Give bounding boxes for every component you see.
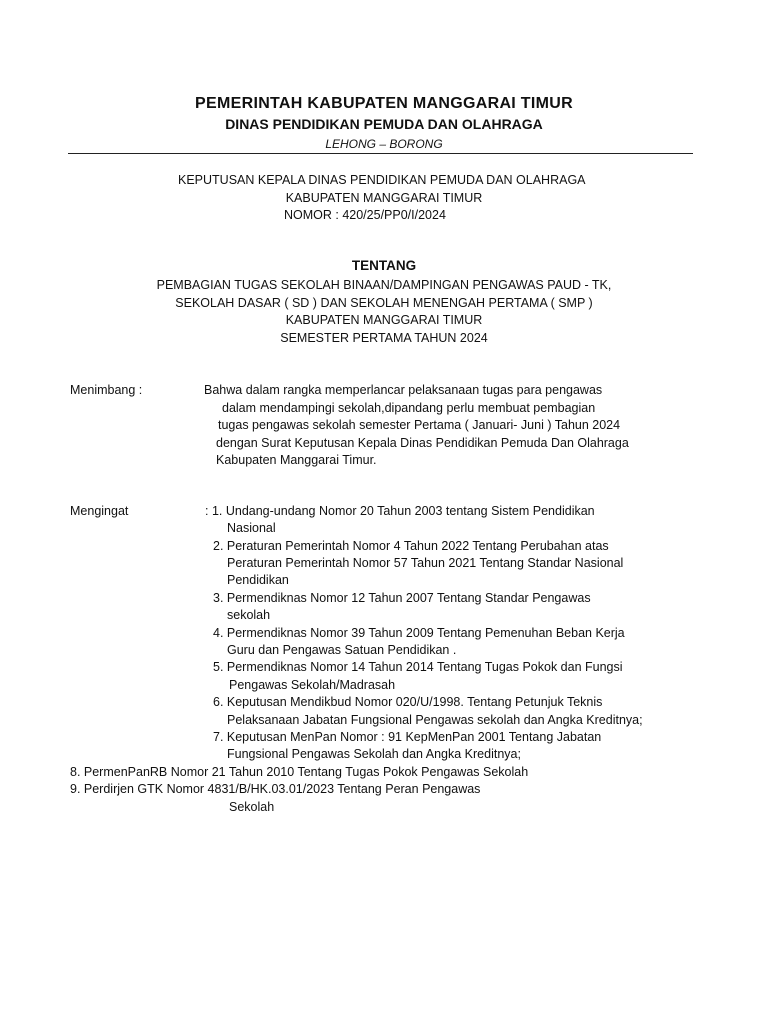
header-department: DINAS PENDIDIKAN PEMUDA DAN OLAHRAGA [225, 116, 543, 132]
mengingat-item: 9. Perdirjen GTK Nomor 4831/B/HK.03.01/2023 Tentang Peran Pengawas [70, 782, 481, 796]
menimbang-line: Kabupaten Manggarai Timur. [216, 453, 377, 467]
tentang-line-2: SEKOLAH DASAR ( SD ) DAN SEKOLAH MENENGAH PERTAMA ( SMP ) [175, 296, 593, 310]
mengingat-item: 6. Keputusan Mendikbud Nomor 020/U/1998. Tentang Petunjuk Teknis [213, 695, 603, 709]
header-divider [68, 153, 693, 154]
decree-title: KEPUTUSAN KEPALA DINAS PENDIDIKAN PEMUDA DAN OLAHRAGA [178, 173, 586, 187]
menimbang-label: Menimbang : [70, 383, 143, 397]
mengingat-item: 7. Keputusan MenPan Nomor : 91 KepMenPan 2001 Tentang Jabatan [213, 730, 602, 744]
mengingat-item-cont: sekolah [227, 608, 271, 622]
mengingat-item-cont: Sekolah [229, 800, 275, 814]
decree-region: KABUPATEN MANGGARAI TIMUR [285, 191, 483, 205]
mengingat-item-cont: Guru dan Pengawas Satuan Pendidikan . [227, 643, 457, 657]
menimbang-line: tugas pengawas sekolah semester Pertama ( Januari- Juni ) Tahun 2024 [218, 418, 621, 432]
header-location: LEHONG – BORONG [325, 137, 443, 151]
menimbang-line: dalam mendampingi sekolah,dipandang perlu membuat pembagian [222, 401, 596, 415]
mengingat-item: : 1. Undang-undang Nomor 20 Tahun 2003 tentang Sistem Pendidikan [205, 504, 595, 518]
mengingat-label: Mengingat [70, 504, 129, 518]
mengingat-item-cont: Peraturan Pemerintah Nomor 57 Tahun 2021 Tentang Standar Nasional [227, 556, 624, 570]
menimbang-line: dengan Surat Keputusan Kepala Dinas Pendidikan Pemuda Dan Olahraga [216, 436, 629, 450]
tentang-line-4: SEMESTER PERTAMA TAHUN 2024 [280, 331, 488, 345]
mengingat-item-cont: Nasional [227, 521, 276, 535]
mengingat-item-cont: Fungsional Pengawas Sekolah dan Angka Kreditnya; [227, 747, 521, 761]
mengingat-item-cont: Pendidikan [227, 573, 289, 587]
mengingat-item-cont: Pelaksanaan Jabatan Fungsional Pengawas sekolah dan Angka Kreditnya; [227, 713, 643, 727]
mengingat-item: 2. Peraturan Pemerintah Nomor 4 Tahun 2022 Tentang Perubahan atas [213, 539, 609, 553]
mengingat-item-cont: Pengawas Sekolah/Madrasah [229, 678, 396, 692]
mengingat-item: 5. Permendiknas Nomor 14 Tahun 2014 Tentang Tugas Pokok dan Fungsi [213, 660, 623, 674]
tentang-line-1: PEMBAGIAN TUGAS SEKOLAH BINAAN/DAMPINGAN PENGAWAS PAUD - TK, [156, 278, 612, 292]
decree-number: NOMOR : 420/25/PP0/I/2024 [284, 208, 446, 222]
tentang-heading: TENTANG [351, 258, 417, 273]
menimbang-line: Bahwa dalam rangka memperlancar pelaksanaan tugas para pengawas [204, 383, 603, 397]
mengingat-item: 3. Permendiknas Nomor 12 Tahun 2007 Tentang Standar Pengawas [213, 591, 591, 605]
mengingat-item: 4. Permendiknas Nomor 39 Tahun 2009 Tentang Pemenuhan Beban Kerja [213, 626, 625, 640]
tentang-line-3: KABUPATEN MANGGARAI TIMUR [285, 313, 483, 327]
mengingat-item: 8. PermenPanRB Nomor 21 Tahun 2010 Tentang Tugas Pokok Pengawas Sekolah [70, 765, 529, 779]
header-title: PEMERINTAH KABUPATEN MANGGARAI TIMUR [195, 95, 573, 112]
